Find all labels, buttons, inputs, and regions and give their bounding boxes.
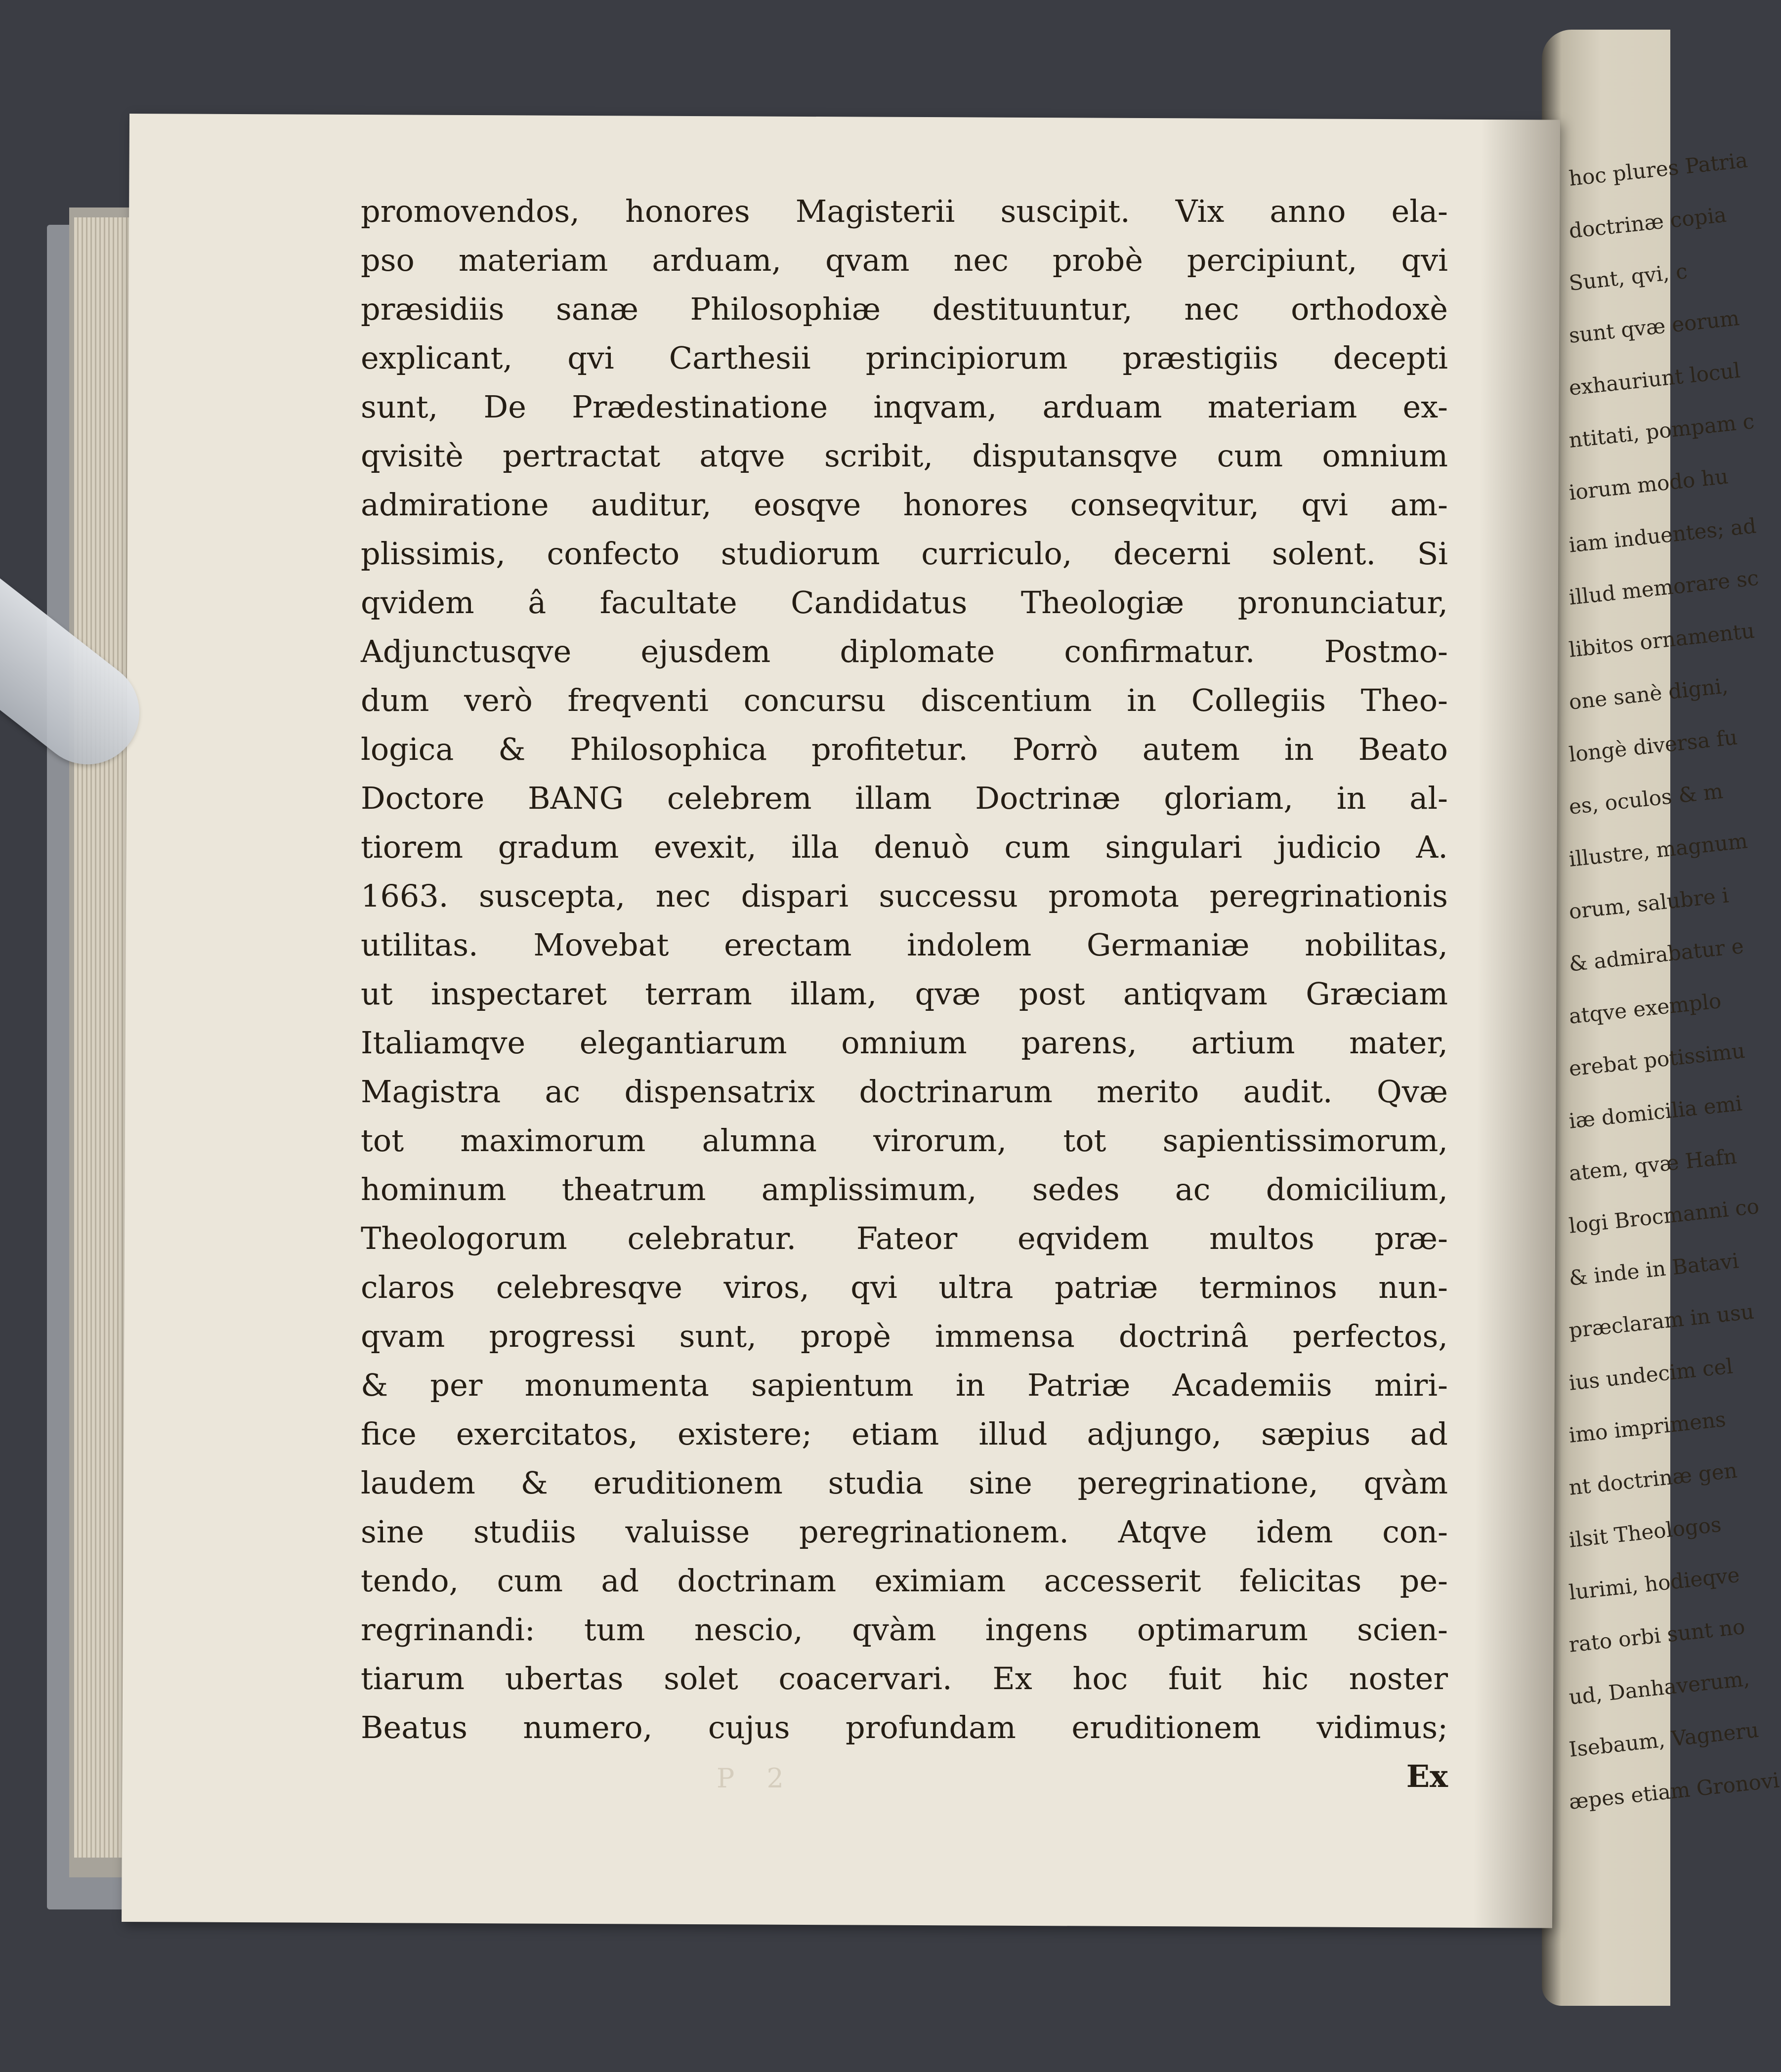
- facing-text-line: iæ domicilia emi: [1568, 1091, 1743, 1133]
- text-line: fice exercitatos, existere; etiam illud adjungo, sæpius ad: [361, 1416, 1448, 1452]
- text-line: tiarum ubertas solet coacervari. Ex hoc fuit hic noster: [361, 1660, 1448, 1697]
- text-line: Beatus numero, cujus profundam eruditionem vidimus;: [361, 1709, 1448, 1745]
- catchword: Ex: [1406, 1758, 1448, 1794]
- facing-text-line: nt doctrinæ gen: [1568, 1458, 1739, 1500]
- facing-text-line: sunt qvæ eorum: [1568, 305, 1741, 348]
- facing-text-line: lurimi, hodieqve: [1568, 1562, 1741, 1605]
- text-line: præsidiis sanæ Philosophiæ destituuntur, nec orthodoxè: [361, 291, 1448, 327]
- text-line: claros celebresqve viros, qvi ultra patriæ terminos nun-: [361, 1269, 1448, 1305]
- facing-text-line: æpes etiam Gronovi: [1568, 1768, 1781, 1814]
- facing-text-line: ius undecim cel: [1568, 1354, 1734, 1395]
- facing-text-line: atqve exemplo: [1568, 988, 1723, 1029]
- facing-text-line: hoc plures Patria: [1568, 148, 1749, 191]
- facing-text-line: atem, qvæ Hafn: [1568, 1144, 1738, 1186]
- facing-text-line: longè diversa fu: [1568, 725, 1739, 767]
- text-line: pso materiam arduam, qvam nec probè percipiunt, qvi: [361, 242, 1448, 278]
- facing-text-line: Sunt, qvi, c: [1568, 258, 1689, 295]
- text-line: plissimis, confecto studiorum curriculo, decerni solent. Si: [361, 536, 1448, 572]
- text-line: 1663. suscepta, nec dispari successu promota peregrinationis: [361, 878, 1448, 914]
- page-gutter-shadow: [1473, 120, 1560, 1928]
- facing-text-line: one sanè digni,: [1568, 673, 1730, 714]
- facing-text-line: illud memorare sc: [1568, 565, 1760, 610]
- text-line: hominum theatrum amplissimum, sedes ac domicilium,: [361, 1171, 1448, 1207]
- facing-text-line: ilsit Theologos: [1568, 1512, 1723, 1552]
- text-line: tiorem gradum evexit, illa denuò cum singulari judicio A.: [361, 829, 1448, 865]
- bleed-through-text: P 2: [717, 1763, 796, 1794]
- text-line: sine studiis valuisse peregrinationem. Atqve idem con-: [361, 1514, 1448, 1550]
- text-line: logica & Philosophica profitetur. Porrò autem in Beato: [361, 731, 1448, 767]
- text-line: Theologorum celebratur. Fateor eqvidem multos præ-: [361, 1220, 1448, 1256]
- facing-text-line: iorum modo hu: [1568, 464, 1730, 505]
- facing-text-line: ud, Danhaverum,: [1568, 1666, 1751, 1709]
- facing-text-line: es, oculos & m: [1568, 779, 1724, 819]
- facing-text-line: & inde in Batavi: [1568, 1248, 1740, 1290]
- text-line: Magistra ac dispensatrix doctrinarum merito audit. Qvæ: [361, 1074, 1448, 1110]
- facing-text-line: orum, salubre i: [1568, 883, 1730, 924]
- facing-text-line: logi Brocmanni co: [1568, 1194, 1761, 1238]
- text-line: ut inspectaret terram illam, qvæ post antiqvam Græciam: [361, 976, 1448, 1012]
- text-line: qvisitè pertractat atqve scribit, disputansqve cum omnium: [361, 438, 1448, 474]
- facing-text-line: Isebaum, Vagneru: [1568, 1717, 1760, 1762]
- facing-text-line: erebat potissimu: [1568, 1038, 1746, 1081]
- text-line: dum verò freqventi concursu discentium in Collegiis Theo-: [361, 682, 1448, 718]
- text-line: Doctore BANG celebrem illam Doctrinæ gloriam, in al-: [361, 780, 1448, 816]
- text-line: tendo, cum ad doctrinam eximiam accesserit felicitas pe-: [361, 1563, 1448, 1599]
- facing-text-line: libitos ornamentu: [1568, 618, 1756, 662]
- text-line: sunt, De Prædestinatione inqvam, arduam materiam ex-: [361, 389, 1448, 425]
- text-line: utilitas. Movebat erectam indolem Germaniæ nobilitas,: [361, 927, 1448, 963]
- facing-text-line: exhauriunt locul: [1568, 358, 1741, 400]
- facing-text-line: doctrinæ copia: [1568, 202, 1728, 243]
- text-line: promovendos, honores Magisterii suscipit. Vix anno ela-: [361, 193, 1448, 229]
- text-line: explicant, qvi Carthesii principiorum præstigiis decepti: [361, 340, 1448, 376]
- text-line: Italiamqve elegantiarum omnium parens, artium mater,: [361, 1025, 1448, 1061]
- text-line: tot maximorum alumna virorum, tot sapientissimorum,: [361, 1122, 1448, 1159]
- facing-text-line: & admirabatur e: [1568, 934, 1745, 976]
- facing-text-line: iam induentes; ad: [1568, 513, 1758, 557]
- text-line: regrinandi: tum nescio, qvàm ingens optimarum scien-: [361, 1612, 1448, 1648]
- facing-text-line: præclaram in usu: [1568, 1299, 1755, 1343]
- facing-text-line: imo imprimens: [1568, 1407, 1727, 1448]
- facing-text-line: ntitati, pompam c: [1568, 409, 1756, 453]
- facing-text-line: rato orbi sunt no: [1568, 1614, 1746, 1657]
- text-line: & per monumenta sapientum in Patriæ Academiis miri-: [361, 1367, 1448, 1403]
- text-line: laudem & eruditionem studia sine peregrinatione, qvàm: [361, 1465, 1448, 1501]
- text-line: admiratione auditur, eosqve honores conseqvitur, qvi am-: [361, 487, 1448, 523]
- text-line: qvidem â facultate Candidatus Theologiæ pronunciatur,: [361, 584, 1448, 621]
- facing-text-line: illustre, magnum: [1568, 829, 1749, 871]
- text-line: qvam progressi sunt, propè immensa doctrinâ perfectos,: [361, 1318, 1448, 1354]
- text-line: Adjunctusqve ejusdem diplomate confirmatur. Postmo-: [361, 633, 1448, 669]
